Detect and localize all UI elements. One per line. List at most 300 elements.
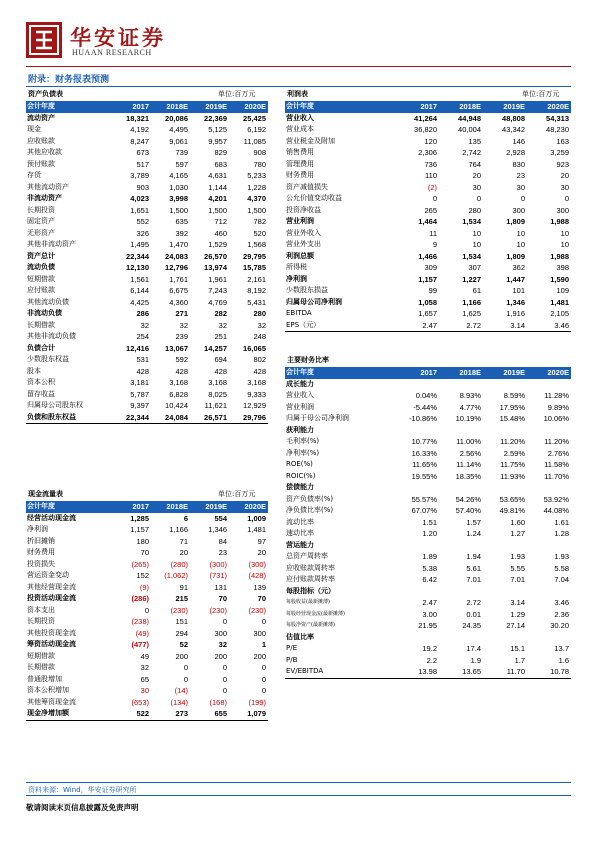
value-cell: 215 xyxy=(175,594,188,603)
value-cell: 20 xyxy=(472,171,481,180)
value-cell: 1.24 xyxy=(466,529,481,538)
value-cell: 151 xyxy=(175,617,188,626)
row-label: 每股经营现金流(最新摊薄) xyxy=(286,610,345,617)
value-cell: (14) xyxy=(174,686,188,695)
value-cell: 3,168 xyxy=(169,378,188,387)
table-row xyxy=(285,159,571,171)
value-cell: 29,796 xyxy=(229,412,268,424)
value-cell: 1,481 xyxy=(247,525,266,534)
value-cell: (134) xyxy=(170,697,188,707)
value-cell: 54.26% xyxy=(455,494,481,504)
value-cell: 1,534 xyxy=(462,217,481,226)
value-cell: 12,796 xyxy=(165,263,188,272)
row-label: 筹资活动现金流 xyxy=(27,640,76,648)
value-cell xyxy=(527,482,571,494)
value-cell: 554 xyxy=(214,513,227,523)
value-cell: 44,948 xyxy=(458,113,481,123)
header-label-cell: 会计年度 xyxy=(26,101,112,113)
value-cell: 4,370 xyxy=(247,194,266,203)
value-cell: 17.95% xyxy=(499,402,525,412)
value-cell: 1,529 xyxy=(208,240,227,249)
value-cell: 131 xyxy=(214,582,227,592)
table-row xyxy=(285,436,571,448)
value-cell: 1.60 xyxy=(510,517,525,527)
table-row xyxy=(285,425,571,437)
header-year-cell: 2019E xyxy=(483,367,527,379)
table-row xyxy=(26,524,268,536)
header-year-cell: 2017 xyxy=(395,367,439,379)
row-label: 成长能力 xyxy=(286,379,314,388)
value-cell: 635 xyxy=(175,217,188,226)
value-cell: 22,344 xyxy=(112,412,151,424)
value-cell: 11.20% xyxy=(500,437,525,446)
value-cell: 23 xyxy=(516,171,525,180)
row-label: 应付账款周转率 xyxy=(286,575,335,583)
value-cell: (168) xyxy=(209,697,227,707)
value-cell: 1,761 xyxy=(169,274,188,284)
value-cell: 782 xyxy=(253,217,266,226)
income-statement-title: 利润表 xyxy=(287,90,308,98)
table-row xyxy=(26,216,268,228)
value-cell: 273 xyxy=(151,708,190,720)
row-label: 其他筹资现金流 xyxy=(27,697,76,706)
row-label: 投资净收益 xyxy=(286,205,321,214)
value-cell: 7,243 xyxy=(208,286,227,295)
table-row xyxy=(285,517,571,529)
value-cell: -5.44% xyxy=(413,402,437,412)
row-label: 投资损失 xyxy=(27,559,55,568)
value-cell: 280 xyxy=(468,205,481,215)
header-label-cell: 会计年度 xyxy=(26,501,112,513)
value-cell: (49) xyxy=(135,628,149,638)
value-cell: 5,125 xyxy=(208,125,227,134)
value-cell: 239 xyxy=(175,332,188,341)
row-label: 长期投资 xyxy=(27,205,55,214)
row-label: 其他非流动负债 xyxy=(27,332,76,340)
cash-flow-title: 现金流量表 xyxy=(28,490,63,498)
value-cell: 53.92% xyxy=(543,494,569,504)
value-cell: 428 xyxy=(253,366,266,376)
ratios-table xyxy=(285,367,571,679)
value-cell: 11,621 xyxy=(204,401,227,410)
row-label: 现金 xyxy=(27,125,41,133)
value-cell xyxy=(439,482,483,494)
row-label: 营业外支出 xyxy=(286,240,321,248)
table-row xyxy=(285,379,571,391)
value-cell: 300 xyxy=(556,205,569,215)
table-row xyxy=(26,400,268,412)
table-row xyxy=(285,228,571,240)
table-row xyxy=(285,390,571,402)
table-row xyxy=(26,674,268,686)
value-cell: 30 xyxy=(472,182,481,192)
value-cell: 1,228 xyxy=(247,182,266,192)
header-year-cell: 2018E xyxy=(439,101,483,113)
value-cell: 1,470 xyxy=(169,240,188,249)
value-cell: 1,285 xyxy=(130,513,149,523)
row-label: 长期借款 xyxy=(27,320,55,329)
table-row xyxy=(26,170,268,182)
row-label: 资本公积 xyxy=(27,378,55,386)
row-label: 每股收益(最新摊薄) xyxy=(286,599,330,605)
row-label: 毛利率(%) xyxy=(286,437,320,445)
value-cell: 9 xyxy=(432,240,437,249)
income-statement-unit: 单位:百万元 xyxy=(522,90,560,98)
value-cell: 23 xyxy=(218,548,227,557)
table-row xyxy=(285,193,571,205)
value-cell: 32 xyxy=(140,663,149,672)
row-label: 留存收益 xyxy=(27,389,55,398)
value-cell: 48,808 xyxy=(502,113,525,123)
table-row xyxy=(26,593,268,605)
value-cell: 55.57% xyxy=(411,494,437,504)
value-cell: 398 xyxy=(556,263,569,272)
row-label: 流动负债 xyxy=(27,263,55,271)
table-row xyxy=(26,182,268,194)
value-cell: 53.65% xyxy=(499,494,525,504)
value-cell: (300) xyxy=(248,559,266,569)
value-cell: 739 xyxy=(175,148,188,157)
table-header-row xyxy=(285,101,571,113)
value-cell: 300 xyxy=(512,205,525,215)
value-cell xyxy=(439,632,483,644)
value-cell: 1,534 xyxy=(462,251,481,261)
table-row xyxy=(285,482,571,494)
row-label: 资产总计 xyxy=(27,251,55,260)
appendix-title: 附录：财务报表预测 xyxy=(28,75,110,85)
value-cell: 829 xyxy=(214,148,227,157)
value-cell xyxy=(483,632,527,644)
table-row xyxy=(285,666,571,678)
value-cell: 1,651 xyxy=(130,205,149,215)
value-cell: 20 xyxy=(560,171,569,180)
value-cell: 32 xyxy=(140,320,149,330)
table-row xyxy=(285,285,571,297)
value-cell: 6,144 xyxy=(130,286,149,295)
value-cell xyxy=(395,632,439,644)
row-label: 折旧摊销 xyxy=(27,536,55,545)
value-cell: 70 xyxy=(218,594,227,603)
value-cell: 1.93 xyxy=(554,552,569,561)
value-cell: 8,247 xyxy=(130,136,149,146)
table-row xyxy=(285,620,571,632)
value-cell: 11.00% xyxy=(456,437,481,446)
source-note: 资料来源：Wind，华安证券研究所 xyxy=(28,786,137,794)
value-cell: 20 xyxy=(257,548,266,557)
header-year-cell: 2018E xyxy=(151,101,190,113)
value-cell: 1,500 xyxy=(247,205,266,215)
value-cell: 6.42 xyxy=(422,575,437,584)
value-cell: 3.46 xyxy=(527,320,571,332)
value-cell: 19.2 xyxy=(422,644,437,653)
row-label: P/E xyxy=(286,644,298,652)
value-cell xyxy=(395,425,439,437)
value-cell: 2.72 xyxy=(439,320,483,332)
row-label: 预付账款 xyxy=(27,159,55,168)
value-cell: 1,166 xyxy=(462,297,481,307)
value-cell: 11.58% xyxy=(544,460,569,469)
table-row xyxy=(285,262,571,274)
value-cell: 9,333 xyxy=(247,389,266,399)
row-label: 营业税金及附加 xyxy=(286,136,335,145)
value-cell: 15,785 xyxy=(243,263,266,272)
value-cell: 683 xyxy=(214,159,227,169)
value-cell: 97 xyxy=(257,536,266,546)
value-cell: 1,058 xyxy=(418,297,437,307)
value-cell: 4,631 xyxy=(208,171,227,180)
row-label: 营业收入 xyxy=(286,391,314,399)
value-cell: 17.4 xyxy=(466,644,481,653)
value-cell: 802 xyxy=(253,355,266,364)
row-label: 营业成本 xyxy=(286,125,314,133)
value-cell: 180 xyxy=(136,536,149,546)
value-cell: 10 xyxy=(472,228,481,238)
value-cell: 3,789 xyxy=(130,171,149,180)
value-cell: 24,084 xyxy=(151,412,190,424)
row-label: 固定资产 xyxy=(27,217,55,225)
value-cell: 3,181 xyxy=(130,378,149,387)
value-cell: 146 xyxy=(512,136,525,146)
value-cell: 1.9 xyxy=(470,655,481,665)
value-cell: 49 xyxy=(140,651,149,661)
table-header-row xyxy=(285,367,571,379)
value-cell: 99 xyxy=(428,286,437,295)
table-row xyxy=(285,136,571,148)
value-cell: 1,809 xyxy=(506,217,525,226)
value-cell: 1,009 xyxy=(247,513,266,523)
value-cell: 49.81% xyxy=(499,506,525,515)
header-label-cell: 会计年度 xyxy=(285,101,395,113)
value-cell: 14,257 xyxy=(204,343,227,353)
value-cell: 27.14 xyxy=(506,621,525,630)
table-row xyxy=(26,205,268,217)
value-cell: 32 xyxy=(218,320,227,330)
table-row xyxy=(285,274,571,286)
value-cell: 1.57 xyxy=(466,517,481,527)
table-row xyxy=(285,574,571,586)
value-cell: 6,192 xyxy=(247,125,266,134)
value-cell xyxy=(483,425,527,437)
value-cell: 200 xyxy=(214,651,227,661)
value-cell: 1,166 xyxy=(169,525,188,534)
value-cell: 11.20% xyxy=(544,437,569,446)
row-label: 非流动负债 xyxy=(27,309,62,317)
table-row xyxy=(285,655,571,667)
value-cell: 61 xyxy=(472,286,481,295)
value-cell: 0 xyxy=(261,686,266,695)
row-label: 其他经营现金流 xyxy=(27,582,76,591)
row-label: 少数股东损益 xyxy=(286,286,328,294)
value-cell: 1,561 xyxy=(130,274,149,284)
value-cell: -10.86% xyxy=(409,414,437,423)
table-row xyxy=(26,331,268,343)
value-cell xyxy=(527,540,571,552)
table-row xyxy=(26,147,268,159)
value-cell: 2,161 xyxy=(247,274,266,284)
value-cell: 11.93% xyxy=(500,471,525,481)
table-row xyxy=(285,320,571,332)
table-row xyxy=(26,285,268,297)
table-row xyxy=(26,124,268,136)
value-cell: (300) xyxy=(209,559,227,569)
value-cell: (428) xyxy=(248,571,266,580)
row-label: 存货 xyxy=(27,171,41,179)
table-row xyxy=(285,632,571,644)
value-cell: 2.76% xyxy=(547,448,569,458)
row-label: 资本支出 xyxy=(27,605,55,614)
row-label: P/B xyxy=(286,655,298,664)
value-cell: 6 xyxy=(183,513,188,523)
value-cell xyxy=(483,540,527,552)
table-row xyxy=(26,685,268,697)
value-cell: 30.20 xyxy=(550,621,569,630)
table-row xyxy=(26,113,268,125)
value-cell: 0.01 xyxy=(466,609,481,619)
value-cell: 5,233 xyxy=(247,171,266,180)
balance-sheet-title: 资产负债表 xyxy=(28,90,63,98)
value-cell: 20,086 xyxy=(165,113,188,123)
table-row xyxy=(285,551,571,563)
table-row xyxy=(26,297,268,309)
row-label: 应付账款 xyxy=(27,286,55,294)
row-label: 应收账款 xyxy=(27,136,55,145)
table-row xyxy=(26,354,268,366)
value-cell: 1,809 xyxy=(506,251,525,261)
value-cell: (230) xyxy=(170,605,188,615)
table-row xyxy=(26,708,268,720)
value-cell: 11.75% xyxy=(500,460,525,469)
row-label: 每股指标（元） xyxy=(286,586,335,595)
value-cell: 36,820 xyxy=(414,125,437,134)
table-row xyxy=(285,182,571,194)
row-label: 资产减值损失 xyxy=(286,182,328,191)
value-cell: 1,481 xyxy=(550,297,569,307)
value-cell: 1,466 xyxy=(418,251,437,261)
value-cell: 24.35 xyxy=(462,621,481,630)
value-cell: 11,085 xyxy=(243,136,266,146)
value-cell: 11.70 xyxy=(483,666,527,678)
value-cell: 6,828 xyxy=(169,389,188,399)
table-row xyxy=(26,343,268,355)
header-divider xyxy=(26,66,571,67)
row-label: 其他应收款 xyxy=(27,148,62,156)
value-cell: (477) xyxy=(131,640,149,649)
table-row xyxy=(26,251,268,263)
value-cell: 4,165 xyxy=(169,171,188,180)
value-cell: 65 xyxy=(140,674,149,684)
value-cell: 41,264 xyxy=(414,113,437,123)
value-cell: 300 xyxy=(253,628,266,638)
value-cell: 655 xyxy=(190,708,229,720)
table-row xyxy=(26,536,268,548)
header-year-cell: 2020E xyxy=(527,101,571,113)
table-row xyxy=(26,582,268,594)
table-row xyxy=(26,570,268,582)
table-row xyxy=(285,297,571,309)
value-cell: 280 xyxy=(253,309,266,318)
value-cell: 70 xyxy=(257,594,266,603)
table-row xyxy=(285,124,571,136)
value-cell: 57.40% xyxy=(455,506,481,515)
value-cell: 597 xyxy=(175,159,188,169)
value-cell: 309 xyxy=(424,263,437,272)
value-cell: 1,500 xyxy=(208,205,227,215)
table-row xyxy=(26,228,268,240)
value-cell: 10 xyxy=(516,240,525,249)
value-cell xyxy=(395,379,439,391)
table-row xyxy=(26,547,268,559)
value-cell: (9) xyxy=(139,582,149,592)
value-cell: 780 xyxy=(253,159,266,169)
value-cell: 11.28% xyxy=(544,391,569,400)
balance-sheet-table xyxy=(26,101,268,424)
value-cell: 8,192 xyxy=(247,286,266,295)
row-label: 偿债能力 xyxy=(286,483,314,491)
value-cell: (2) xyxy=(427,182,437,192)
value-cell: 9.89% xyxy=(547,402,569,412)
value-cell: 7.04 xyxy=(554,575,569,584)
value-cell: 3,259 xyxy=(550,148,569,157)
appendix-divider xyxy=(26,86,571,87)
value-cell: (238) xyxy=(131,617,149,626)
value-cell: 109 xyxy=(556,286,569,295)
table-row xyxy=(285,413,571,425)
value-cell: 52 xyxy=(179,640,188,649)
value-cell xyxy=(439,425,483,437)
table-row xyxy=(285,505,571,517)
value-cell: 84 xyxy=(218,536,227,546)
value-cell: 271 xyxy=(175,309,188,318)
value-cell: 0 xyxy=(261,674,266,684)
value-cell: 26,571 xyxy=(190,412,229,424)
row-label: 负债合计 xyxy=(27,343,55,352)
row-label: 营业利润 xyxy=(286,402,314,411)
value-cell: 531 xyxy=(136,355,149,364)
seal-logo-icon xyxy=(26,22,62,58)
value-cell: (1,062) xyxy=(164,571,188,580)
table-row xyxy=(285,609,571,621)
value-cell: 326 xyxy=(136,228,149,238)
value-cell: 13,974 xyxy=(204,263,227,272)
row-label: 现金净增加额 xyxy=(26,708,112,720)
table-row xyxy=(26,389,268,401)
value-cell: 903 xyxy=(136,182,149,192)
value-cell: 1,568 xyxy=(247,240,266,249)
row-label: 净利率(%) xyxy=(286,448,320,457)
value-cell: 7.01 xyxy=(510,575,525,584)
income-statement-table xyxy=(285,101,571,332)
value-cell: 0 xyxy=(222,674,227,684)
value-cell: 10 xyxy=(472,240,481,249)
value-cell: (653) xyxy=(131,697,149,707)
value-cell xyxy=(527,379,571,391)
table-row xyxy=(285,147,571,159)
row-label: 净利润 xyxy=(27,525,48,533)
row-label: 总资产周转率 xyxy=(286,552,328,560)
value-cell: 5,431 xyxy=(247,297,266,307)
table-row xyxy=(26,159,268,171)
value-cell: 21.95 xyxy=(418,621,437,630)
value-cell: 0 xyxy=(432,194,437,203)
value-cell: 101 xyxy=(512,286,525,295)
value-cell: 1.89 xyxy=(422,552,437,561)
table-row xyxy=(26,628,268,640)
value-cell: 1.94 xyxy=(466,552,481,561)
value-cell: 11.65% xyxy=(412,460,437,469)
row-label: 其他投资现金流 xyxy=(27,628,76,637)
value-cell: 22,344 xyxy=(126,251,149,261)
value-cell: 517 xyxy=(136,159,149,169)
